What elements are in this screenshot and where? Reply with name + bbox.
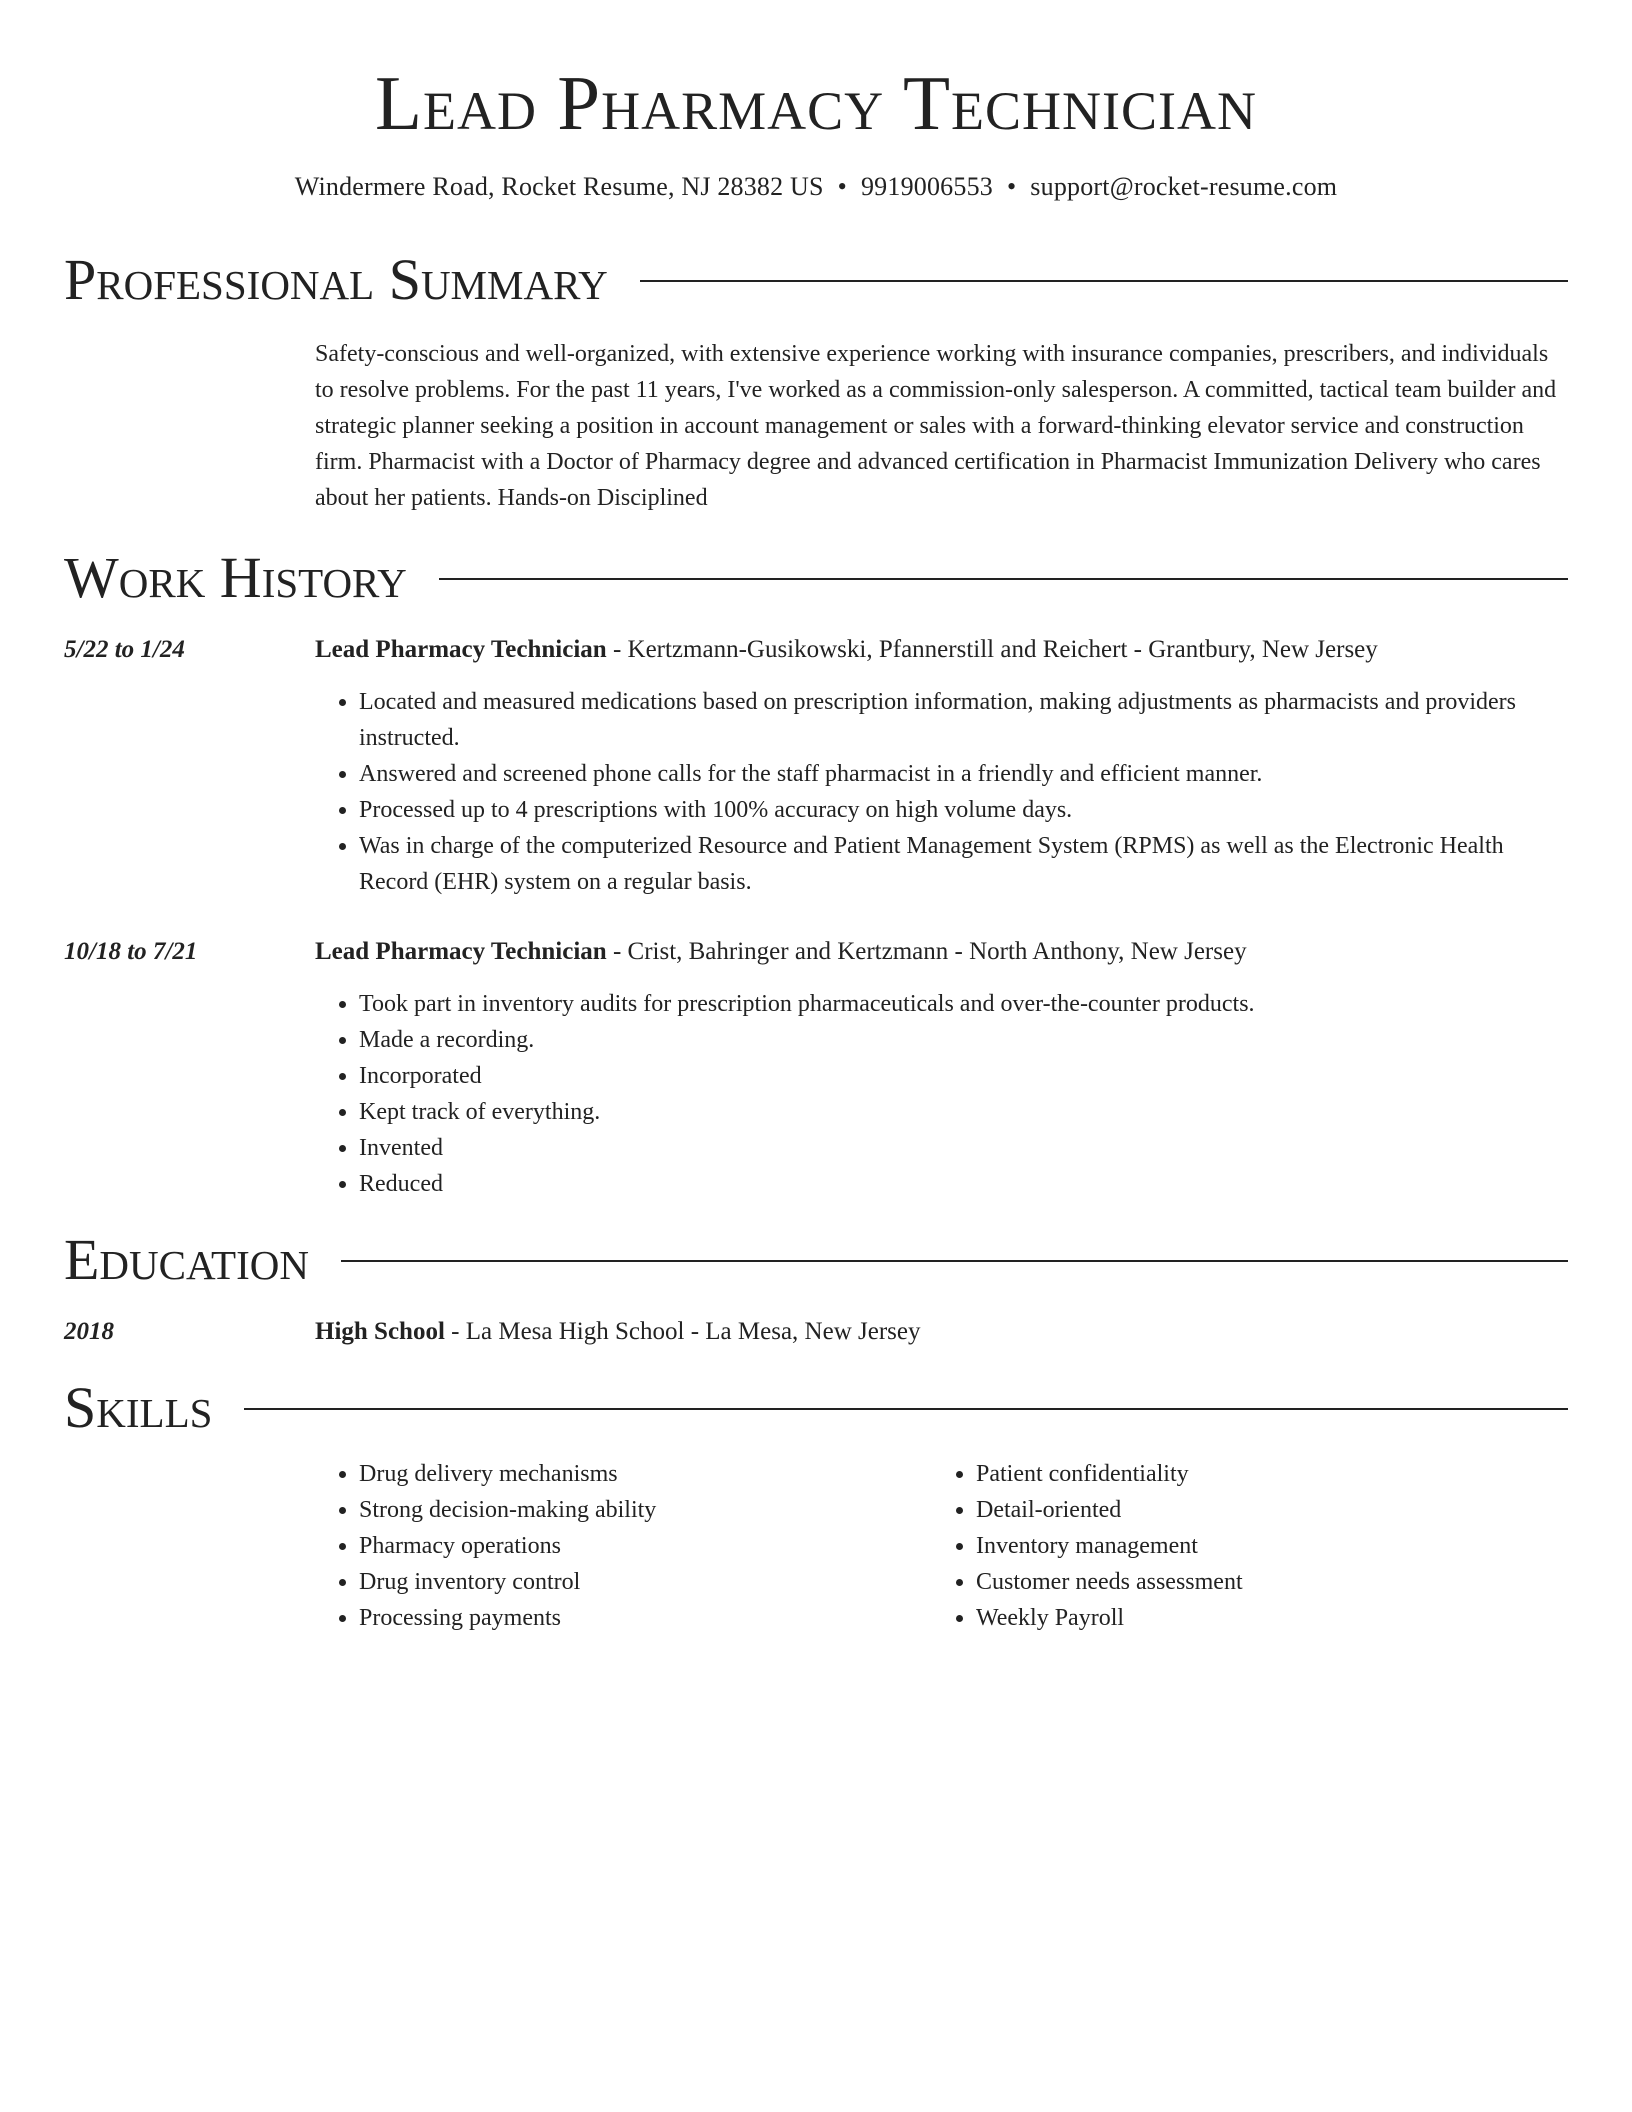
resume-page <box>64 0 1568 1636</box>
job-bullet: • Invented <box>359 1130 1568 1166</box>
contact-address: Windermere Road, Rocket Resume, NJ 28382 US <box>294 172 824 201</box>
skill-item: • Weekly Payroll <box>976 1600 1549 1636</box>
education-degree: High School <box>315 1318 445 1345</box>
job-employer: - Kertzmann-Gusikowski, Pfannerstill and Reichert - Grantbury, New Jersey <box>606 636 1378 663</box>
skill-item: • Detail-oriented <box>976 1492 1549 1528</box>
education-heading: Education <box>64 1227 309 1292</box>
skill-item: • Patient confidentiality <box>976 1456 1549 1492</box>
work-heading: Work History <box>64 545 407 610</box>
job-bullets <box>315 986 1568 1202</box>
job-dates: 10/18 to 7/21 <box>64 938 198 965</box>
skill-item: • Customer needs assessment <box>976 1564 1549 1600</box>
job-entry <box>64 934 1568 1202</box>
contact-separator: • <box>1006 172 1017 201</box>
job-bullets-wrap <box>315 986 1568 1202</box>
job-bullet: • Incorporated <box>359 1058 1568 1094</box>
section-divider <box>244 1408 1568 1410</box>
education-line <box>315 1314 1568 1350</box>
work-section-header <box>64 546 1568 610</box>
job-bullet: • Processed up to 4 prescriptions with 100% accuracy on high volume days. <box>359 792 1568 828</box>
job-title-line <box>315 934 1568 970</box>
summary-section-header <box>64 248 1568 312</box>
education-year: 2018 <box>64 1318 114 1345</box>
skill-item: • Drug inventory control <box>359 1564 932 1600</box>
education-school: - La Mesa High School - La Mesa, New Jersey <box>444 1318 921 1345</box>
job-header-row <box>64 934 1568 970</box>
skill-item: • Inventory management <box>976 1528 1549 1564</box>
contact-line <box>64 170 1568 204</box>
education-entry <box>64 1314 1568 1350</box>
skills-section-header <box>64 1376 1568 1440</box>
job-dates: 5/22 to 1/24 <box>64 636 185 663</box>
job-bullet: • Made a recording. <box>359 1022 1568 1058</box>
job-bullet: • Reduced <box>359 1166 1568 1202</box>
section-divider <box>439 578 1568 580</box>
summary-heading: Professional Summary <box>64 247 608 312</box>
job-bullets <box>315 684 1568 900</box>
job-bullet: • Located and measured medications based on prescription information, making adjustments as pharmacists and providers instructed. <box>359 684 1568 756</box>
job-title: Lead Pharmacy Technician <box>315 636 607 663</box>
skill-item: • Pharmacy operations <box>359 1528 932 1564</box>
summary-text: Safety-conscious and well-organized, with extensive experience working with insurance companies, prescribers, and individuals to resolve problems. For the past 11 years, I've worked as a commission-only salesperson. A committed, tactical team builder and strategic planner seeking a position in account management or sales with a forward-thinking elevator service and construction firm. Pharmacist with a Doctor of Pharmacy degree and advanced certification in Pharmacist Immunization Delivery who cares about her patients. Hands-on Disciplined <box>315 341 1557 511</box>
job-bullet: • Was in charge of the computerized Resource and Patient Management System (RPMS) as well as the Electronic Health Record (EHR) system on a regular basis. <box>359 828 1568 900</box>
skill-item: • Strong decision-making ability <box>359 1492 932 1528</box>
education-section-header <box>64 1228 1568 1292</box>
job-title: Lead Pharmacy Technician <box>315 938 607 965</box>
job-entry <box>64 632 1568 900</box>
skills-heading: Skills <box>64 1375 213 1440</box>
contact-phone: 9919006553 <box>860 172 993 201</box>
job-bullets-wrap <box>315 684 1568 900</box>
job-employer: - Crist, Bahringer and Kertzmann - North Anthony, New Jersey <box>606 938 1247 965</box>
job-bullet: • Answered and screened phone calls for the staff pharmacist in a friendly and efficient manner. <box>359 756 1568 792</box>
job-title-line <box>315 632 1568 668</box>
candidate-name: Lead Pharmacy Technician <box>375 60 1257 146</box>
contact-email[interactable]: support@rocket-resume.com <box>1030 172 1338 201</box>
job-bullet: • Kept track of everything. <box>359 1094 1568 1130</box>
skills-columns <box>315 1456 1568 1636</box>
skills-list-left <box>315 1456 932 1636</box>
contact-separator: • <box>837 172 847 201</box>
job-bullet: • Took part in inventory audits for prescription pharmaceuticals and over-the-counter products. <box>359 986 1568 1022</box>
skills-list-right <box>932 1456 1549 1636</box>
skill-item: • Drug delivery mechanisms <box>359 1456 932 1492</box>
skill-item: • Processing payments <box>359 1600 932 1636</box>
section-divider <box>640 280 1568 282</box>
job-header-row <box>64 632 1568 668</box>
section-divider <box>341 1260 1568 1262</box>
